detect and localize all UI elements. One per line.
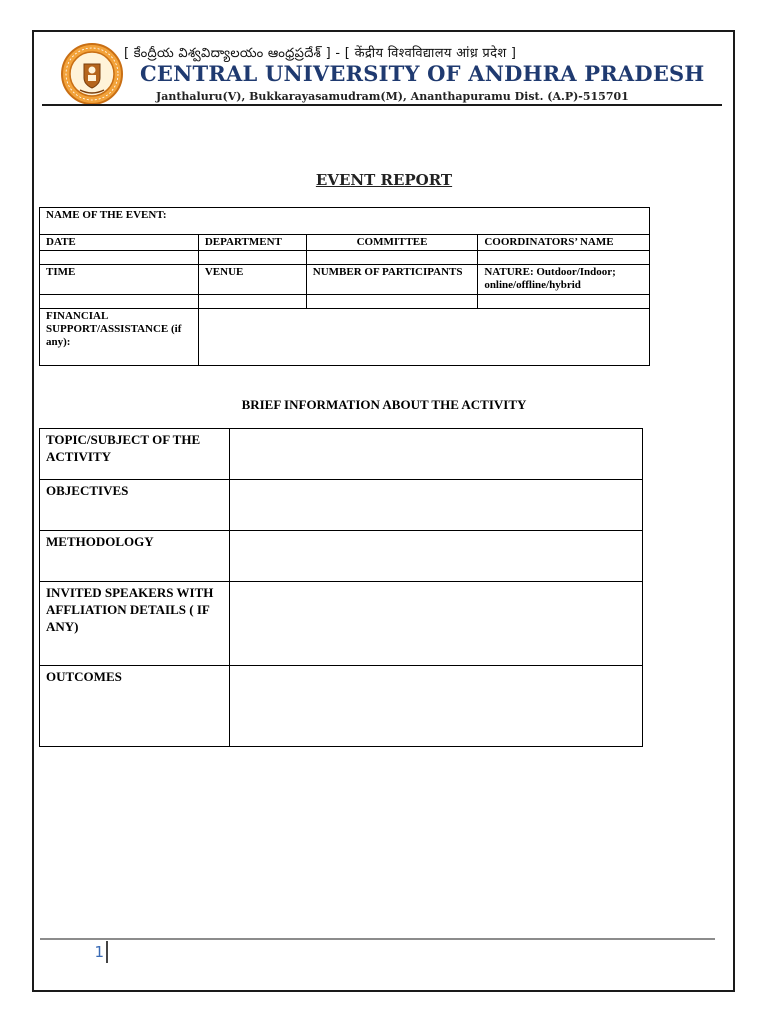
committee-label: COMMITTEE bbox=[306, 235, 478, 251]
nature-label: NATURE: Outdoor/Indoor; online/offline/hybrid bbox=[478, 265, 650, 295]
university-name: CENTRAL UNIVERSITY OF ANDHRA PRADESH bbox=[140, 61, 705, 86]
department-label: DEPARTMENT bbox=[198, 235, 306, 251]
coordinators-label: COORDINATORS’ NAME bbox=[478, 235, 650, 251]
footer-divider bbox=[40, 938, 715, 940]
outcomes-value[interactable] bbox=[229, 666, 642, 747]
committee-value[interactable] bbox=[306, 251, 478, 265]
methodology-value[interactable] bbox=[229, 531, 642, 582]
nature-value[interactable] bbox=[478, 295, 650, 309]
topic-value[interactable] bbox=[229, 429, 642, 480]
header-native-script: [ కేంద్రీయ విశ్వవిద్యాలయం ఆంధ్రప్రదేశ్ ] - [ केंद्रीय विश्वविद्यालय आंध्र प्रदेश ] bbox=[124, 46, 517, 61]
invited-speakers-label: INVITED SPEAKERS WITH AFFLIATION DETAILS ( IF ANY) bbox=[40, 582, 230, 666]
event-name-label: NAME OF THE EVENT: bbox=[40, 208, 650, 235]
university-seal-icon bbox=[60, 42, 124, 106]
topic-label: TOPIC/SUBJECT OF THE ACTIVITY bbox=[40, 429, 230, 480]
financial-support-value[interactable] bbox=[198, 309, 649, 366]
participants-label: NUMBER OF PARTICIPANTS bbox=[306, 265, 478, 295]
invited-speakers-value[interactable] bbox=[229, 582, 642, 666]
objectives-value[interactable] bbox=[229, 480, 642, 531]
coordinators-value[interactable] bbox=[478, 251, 650, 265]
activity-info-table bbox=[39, 428, 643, 747]
event-details-table bbox=[39, 207, 650, 366]
outcomes-label: OUTCOMES bbox=[40, 666, 230, 747]
header-divider bbox=[42, 104, 722, 106]
university-address: Janthaluru(V), Bukkarayasamudram(M), Ananthapuramu Dist. (A.P)-515701 bbox=[156, 90, 629, 103]
page-number: 1 bbox=[94, 943, 104, 961]
venue-label: VENUE bbox=[198, 265, 306, 295]
brief-info-heading: BRIEF INFORMATION ABOUT THE ACTIVITY bbox=[241, 397, 527, 412]
objectives-label: OBJECTIVES bbox=[40, 480, 230, 531]
date-value[interactable] bbox=[40, 251, 199, 265]
participants-value[interactable] bbox=[306, 295, 478, 309]
time-value[interactable] bbox=[40, 295, 199, 309]
time-label: TIME bbox=[40, 265, 199, 295]
department-value[interactable] bbox=[198, 251, 306, 265]
venue-value[interactable] bbox=[198, 295, 306, 309]
date-label: DATE bbox=[40, 235, 199, 251]
financial-support-label: FINANCIAL SUPPORT/ASSISTANCE (if any): bbox=[40, 309, 199, 366]
page-number-bar bbox=[106, 941, 108, 963]
report-title: EVENT REPORT bbox=[315, 171, 453, 189]
methodology-label: METHODOLOGY bbox=[40, 531, 230, 582]
